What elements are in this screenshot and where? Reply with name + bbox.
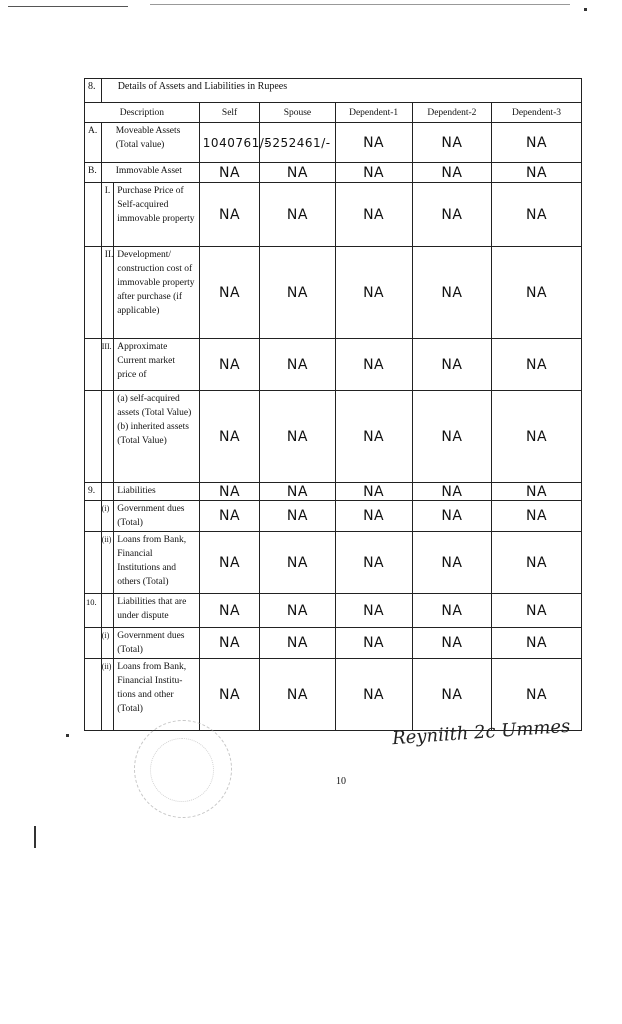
value-dependent-3: NA: [492, 391, 582, 483]
row-label: Purchase Price of Self-acquired immovable property: [114, 183, 200, 247]
value-dependent-1: NA: [335, 659, 412, 731]
handwritten-signature: Reyniith 2c Ummes: [391, 715, 571, 750]
value-dependent-2: NA: [412, 532, 491, 594]
value-dependent-3: NA: [492, 628, 582, 659]
value-dependent-1: NA: [335, 247, 412, 339]
value-dependent-3: NA: [492, 183, 582, 247]
value-self: NA: [199, 163, 260, 183]
value-self: 1040761/-: [199, 123, 260, 163]
value-dependent-2: NA: [412, 594, 491, 628]
asset-liability-table: [84, 78, 582, 731]
row-number: B.: [85, 163, 102, 183]
row-label: Government dues (Total): [114, 628, 200, 659]
row-label: Liabilities: [114, 483, 200, 501]
value-dependent-1: NA: [335, 339, 412, 391]
value-dependent-2: NA: [412, 501, 491, 532]
row-label: Immovable Asset: [101, 163, 199, 183]
table-row: [85, 247, 582, 339]
value-self: NA: [199, 247, 260, 339]
row-number: [85, 183, 102, 247]
scan-speck: [584, 8, 587, 11]
section-number: 8.: [85, 79, 102, 103]
value-dependent-1: NA: [335, 163, 412, 183]
row-subnumber: [101, 391, 114, 483]
row-subnumber: I.: [101, 183, 114, 247]
value-self: NA: [199, 183, 260, 247]
value-self: NA: [199, 628, 260, 659]
row-number: [85, 659, 102, 731]
table-row: [85, 532, 582, 594]
value-self: NA: [199, 501, 260, 532]
table-row: [85, 339, 582, 391]
value-dependent-3: NA: [492, 659, 582, 731]
value-dependent-1: NA: [335, 501, 412, 532]
value-dependent-2: NA: [412, 183, 491, 247]
page-number: 10: [336, 776, 346, 787]
row-number: [85, 247, 102, 339]
row-subnumber: [101, 594, 114, 628]
value-dependent-2: NA: [412, 123, 491, 163]
col-header-dependent-1: Dependent-1: [335, 103, 412, 123]
value-dependent-1: NA: [335, 391, 412, 483]
row-subnumber: (ii): [101, 659, 114, 731]
value-dependent-2: NA: [412, 391, 491, 483]
value-dependent-3: NA: [492, 163, 582, 183]
table-row: [85, 483, 582, 501]
col-header-dependent-3: Dependent-3: [492, 103, 582, 123]
row-label: Moveable Assets (Total value): [101, 123, 199, 163]
value-dependent-3: NA: [492, 483, 582, 501]
row-subnumber: (i): [101, 501, 114, 532]
value-dependent-2: NA: [412, 628, 491, 659]
value-dependent-1: NA: [335, 123, 412, 163]
row-subnumber: II.: [101, 247, 114, 339]
row-label: Development/ construction cost of immovable property after purchase (if applicable): [114, 247, 200, 339]
table-row: [85, 594, 582, 628]
value-dependent-1: NA: [335, 594, 412, 628]
value-dependent-3: NA: [492, 594, 582, 628]
scan-speck: [66, 734, 69, 737]
row-label: Loans from Bank, Financial Institu-tions and other (Total): [114, 659, 200, 731]
col-header-description: Description: [85, 103, 200, 123]
scan-edge-line: [8, 6, 128, 7]
row-number: 9.: [85, 483, 102, 501]
value-dependent-1: NA: [335, 628, 412, 659]
row-number: [85, 628, 102, 659]
value-spouse: NA: [260, 594, 335, 628]
value-dependent-2: NA: [412, 339, 491, 391]
value-dependent-3: NA: [492, 123, 582, 163]
table-row: [85, 123, 582, 163]
value-dependent-2: NA: [412, 163, 491, 183]
row-subnumber: III.: [101, 339, 114, 391]
table-row: [85, 391, 582, 483]
table-row: [85, 628, 582, 659]
value-self: NA: [199, 391, 260, 483]
value-dependent-3: NA: [492, 501, 582, 532]
table-row: [85, 163, 582, 183]
row-subnumber: [101, 483, 114, 501]
official-stamp-inner-ring: [150, 738, 214, 802]
value-dependent-2: NA: [412, 247, 491, 339]
row-subnumber: (i): [101, 628, 114, 659]
value-spouse: 5252461/-: [260, 123, 335, 163]
table-row: [85, 501, 582, 532]
row-label: Liabilities that are under dispute: [114, 594, 200, 628]
row-label: Government dues (Total): [114, 501, 200, 532]
row-label: Approximate Current market price of: [114, 339, 200, 391]
value-spouse: NA: [260, 483, 335, 501]
value-dependent-1: NA: [335, 183, 412, 247]
value-dependent-3: NA: [492, 339, 582, 391]
value-spouse: NA: [260, 532, 335, 594]
value-dependent-1: NA: [335, 483, 412, 501]
row-number: 10.: [85, 594, 102, 628]
value-dependent-2: NA: [412, 659, 491, 731]
value-self: NA: [199, 339, 260, 391]
asset-liability-form: [84, 78, 582, 731]
value-self: NA: [199, 659, 260, 731]
section-title: Details of Assets and Liabilities in Rupees: [101, 79, 581, 103]
row-label: Loans from Bank, Financial Institutions and others (Total): [114, 532, 200, 594]
value-spouse: NA: [260, 628, 335, 659]
row-number: [85, 501, 102, 532]
row-subnumber: (ii): [101, 532, 114, 594]
value-dependent-1: NA: [335, 532, 412, 594]
value-spouse: NA: [260, 183, 335, 247]
value-dependent-3: NA: [492, 247, 582, 339]
row-label: (a) self-acquired assets (Total Value) (b) inherited assets (Total Value): [114, 391, 200, 483]
value-spouse: NA: [260, 501, 335, 532]
col-header-self: Self: [199, 103, 260, 123]
value-self: NA: [199, 483, 260, 501]
value-dependent-2: NA: [412, 483, 491, 501]
row-number: A.: [85, 123, 102, 163]
scan-edge-mark: [34, 826, 36, 848]
row-number: [85, 339, 102, 391]
value-spouse: NA: [260, 391, 335, 483]
scan-edge-line: [150, 4, 570, 5]
table-row: [85, 183, 582, 247]
value-spouse: NA: [260, 659, 335, 731]
value-self: NA: [199, 594, 260, 628]
row-number: [85, 391, 102, 483]
value-self: NA: [199, 532, 260, 594]
value-spouse: NA: [260, 247, 335, 339]
row-number: [85, 532, 102, 594]
value-dependent-3: NA: [492, 532, 582, 594]
col-header-spouse: Spouse: [260, 103, 335, 123]
value-spouse: NA: [260, 163, 335, 183]
col-header-dependent-2: Dependent-2: [412, 103, 491, 123]
value-spouse: NA: [260, 339, 335, 391]
